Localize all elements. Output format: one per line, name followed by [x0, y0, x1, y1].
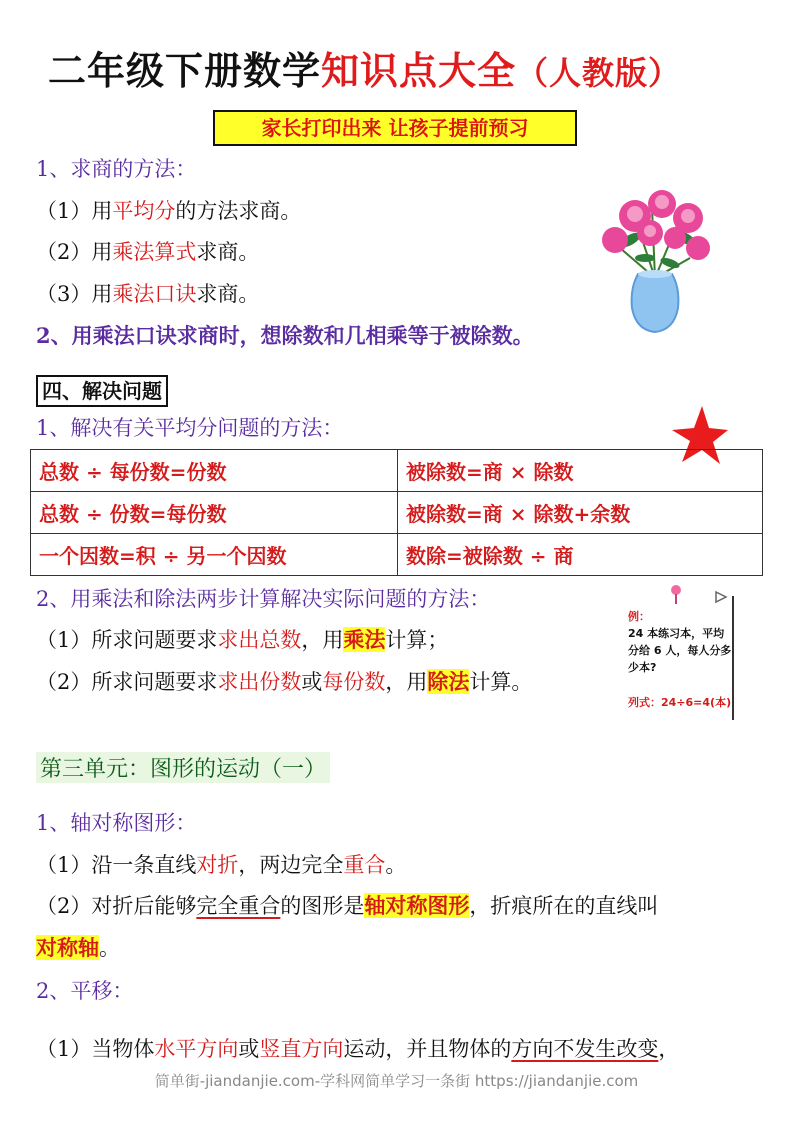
- part-heading: 四、解决问题: [36, 375, 168, 407]
- banner: 家长打印出来 让孩子提前预习: [213, 110, 577, 146]
- list-item: （1）用平均分的方法求商。: [36, 199, 302, 223]
- formula-table: [30, 449, 763, 576]
- list-item: （3）用乘法口诀求商。: [36, 282, 260, 306]
- pin-icon: [668, 584, 684, 606]
- unit-heading: 第三单元：图形的运动（一）: [36, 752, 330, 783]
- page-title: 二年级下册数学知识点大全（人教版）: [48, 49, 682, 93]
- list-item: （1）沿一条直线对折，两边完全重合。: [36, 853, 407, 877]
- table-cell: 被除数=商 × 除数+余数: [398, 492, 763, 534]
- footer-watermark: 简单街-jiandanjie.com-学科网简单学习一条街 https://jiandanjie.com: [154, 1072, 639, 1090]
- section-heading: 1、解决有关平均分问题的方法：: [36, 416, 344, 440]
- section-heading: 1、轴对称图形：: [36, 811, 197, 835]
- table-cell: 总数 ÷ 每份数=份数: [31, 450, 398, 492]
- table-row: [31, 450, 763, 492]
- list-item: （2）对折后能够完全重合的图形是轴对称图形，折痕所在的直线叫: [36, 893, 659, 918]
- list-item: （2）用乘法算式求商。: [36, 240, 260, 264]
- table-row: [31, 492, 763, 534]
- list-item: 对称轴。: [36, 935, 120, 960]
- list-item: （2）所求问题要求求出份数或每份数，用除法计算。: [36, 669, 533, 694]
- pin-icon: [714, 590, 728, 604]
- section-heading: 2、平移：: [36, 979, 134, 1003]
- table-row: [31, 534, 763, 576]
- table-cell: 一个因数=积 ÷ 另一个因数: [31, 534, 398, 576]
- table-cell: 总数 ÷ 份数=每份数: [31, 492, 398, 534]
- example-note: 例： 24 本练习本，平均分给 6 人，每人分多少本? 列式：24÷6=4(本): [620, 596, 734, 720]
- list-item: （1）当物体水平方向或竖直方向运动，并且物体的方向不发生改变，: [36, 1037, 680, 1061]
- section-heading: 1、求商的方法：: [36, 157, 197, 181]
- table-cell: 数除=被除数 ÷ 商: [398, 534, 763, 576]
- section-heading: 2、用乘法口诀求商时，想除数和几相乘等于被除数。: [36, 323, 534, 348]
- list-item: （1）所求问题要求求出总数，用乘法计算；: [36, 627, 449, 652]
- section-heading: 2、用乘法和除法两步计算解决实际问题的方法：: [36, 587, 491, 611]
- table-cell: 被除数=商 × 除数: [398, 450, 763, 492]
- flower-vase-image: [590, 178, 720, 334]
